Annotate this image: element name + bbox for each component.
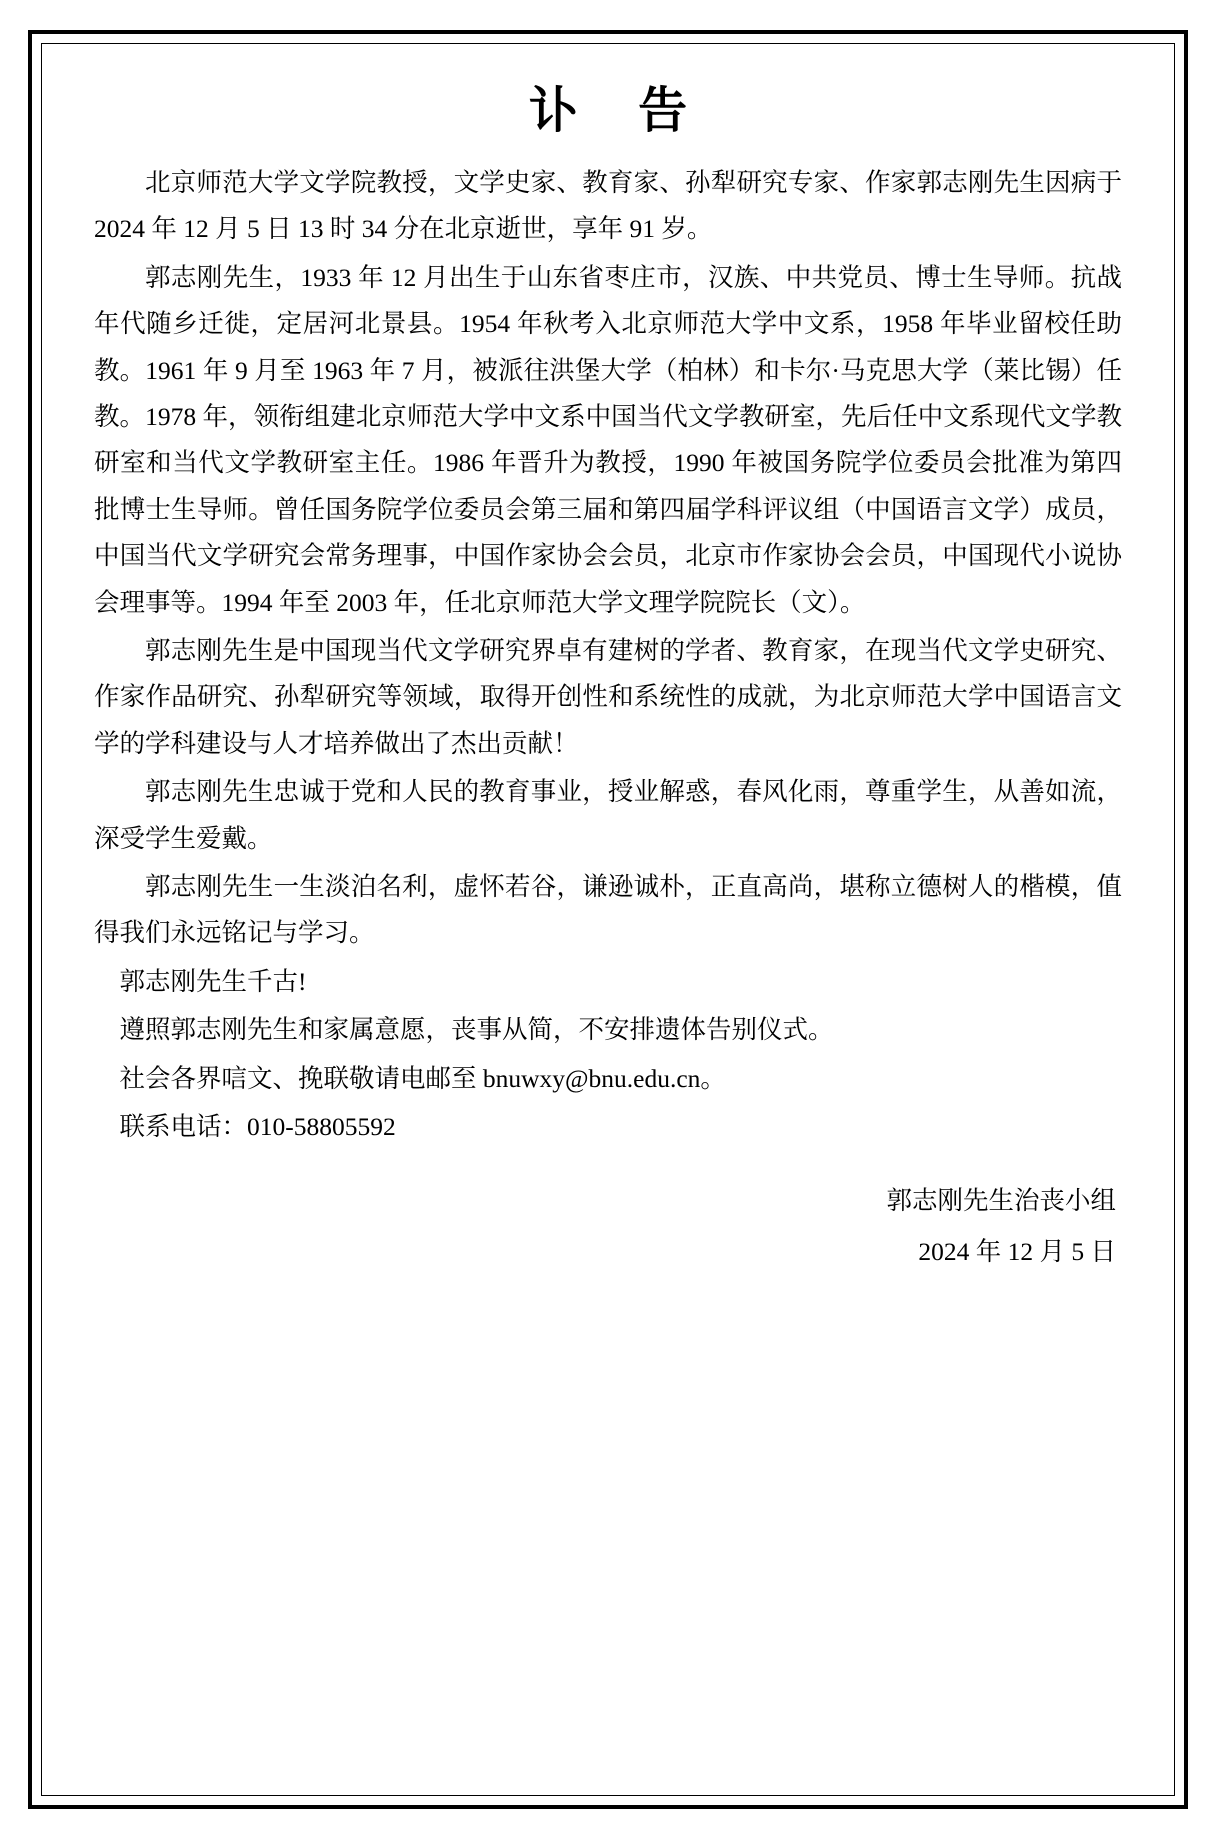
signature-date: 2024 年 12 月 5 日 (918, 1236, 1116, 1266)
paragraph-1: 北京师范大学文学院教授，文学史家、教育家、孙犁研究专家、作家郭志刚先生因病于 2024 年 12 月 5 日 13 时 34 分在北京逝世，享年 91 岁。 (94, 167, 1122, 244)
paragraph-5: 郭志刚先生一生淡泊名利，虚怀若谷，谦逊诚朴，正直高尚，堪称立德树人的楷模，值得我们永远铭记与学习。 (94, 871, 1122, 948)
closing-line-arrangements: 遵照郭志刚先生和家属意愿，丧事从简，不安排遗体告别仪式。 (119, 1015, 834, 1045)
closing-line-phone: 联系电话：010-58805592 (119, 1112, 396, 1142)
closing-line-memorial: 郭志刚先生千古! (119, 966, 307, 996)
signature-block (94, 1178, 1122, 1275)
page-title: 讣 告 (528, 83, 712, 138)
inner-border (41, 43, 1175, 1796)
obituary-body (94, 160, 1122, 957)
closing-line-email: 社会各界唁文、挽联敬请电邮至 bnuwxy@bnu.edu.cn。 (119, 1063, 726, 1093)
closing-lines (94, 959, 1122, 1151)
paragraph-4: 郭志刚先生忠诚于党和人民的教育事业，授业解惑，春风化雨，尊重学生，从善如流，深受学生爱戴。 (94, 777, 1122, 853)
paragraph-2: 郭志刚先生，1933 年 12 月出生于山东省枣庄市，汉族、中共党员、博士生导师。抗战年代随乡迁徙，定居河北景县。1954 年秋考入北京师范大学中文系，1958 年毕业留校任助教。1961 年 9 月至 1963 年 7 月，被派往洪堡大学（柏林）和卡尔·马克思大学（莱比锡）任教。1978 年，领衔组建北京师范大学中文系中国当代文学教研室，先后任中文系现代文学教研室和当代文学教研室主任。1986 年晋升为教授，1990 年被国务院学位委员会批准为第四批博士生导师。曾任国务院学位委员会第三届和第四届学科评议组（中国语言文学）成员，中国当代文学研究会常务理事，中国作家协会会员，北京市作家协会会员，中国现代小说协会理事等。1994 年至 2003 年，任北京师范大学文理学院院长（文）。 (94, 262, 1122, 617)
signature-group: 郭志刚先生治丧小组 (886, 1186, 1116, 1216)
paragraph-3: 郭志刚先生是中国现当代文学研究界卓有建树的学者、教育家，在现当代文学史研究、作家作品研究、孙犁研究等领域，取得开创性和系统性的成就，为北京师范大学中国语言文学的学科建设与人才培养做出了杰出贡献！ (94, 635, 1122, 758)
outer-border (28, 30, 1188, 1809)
